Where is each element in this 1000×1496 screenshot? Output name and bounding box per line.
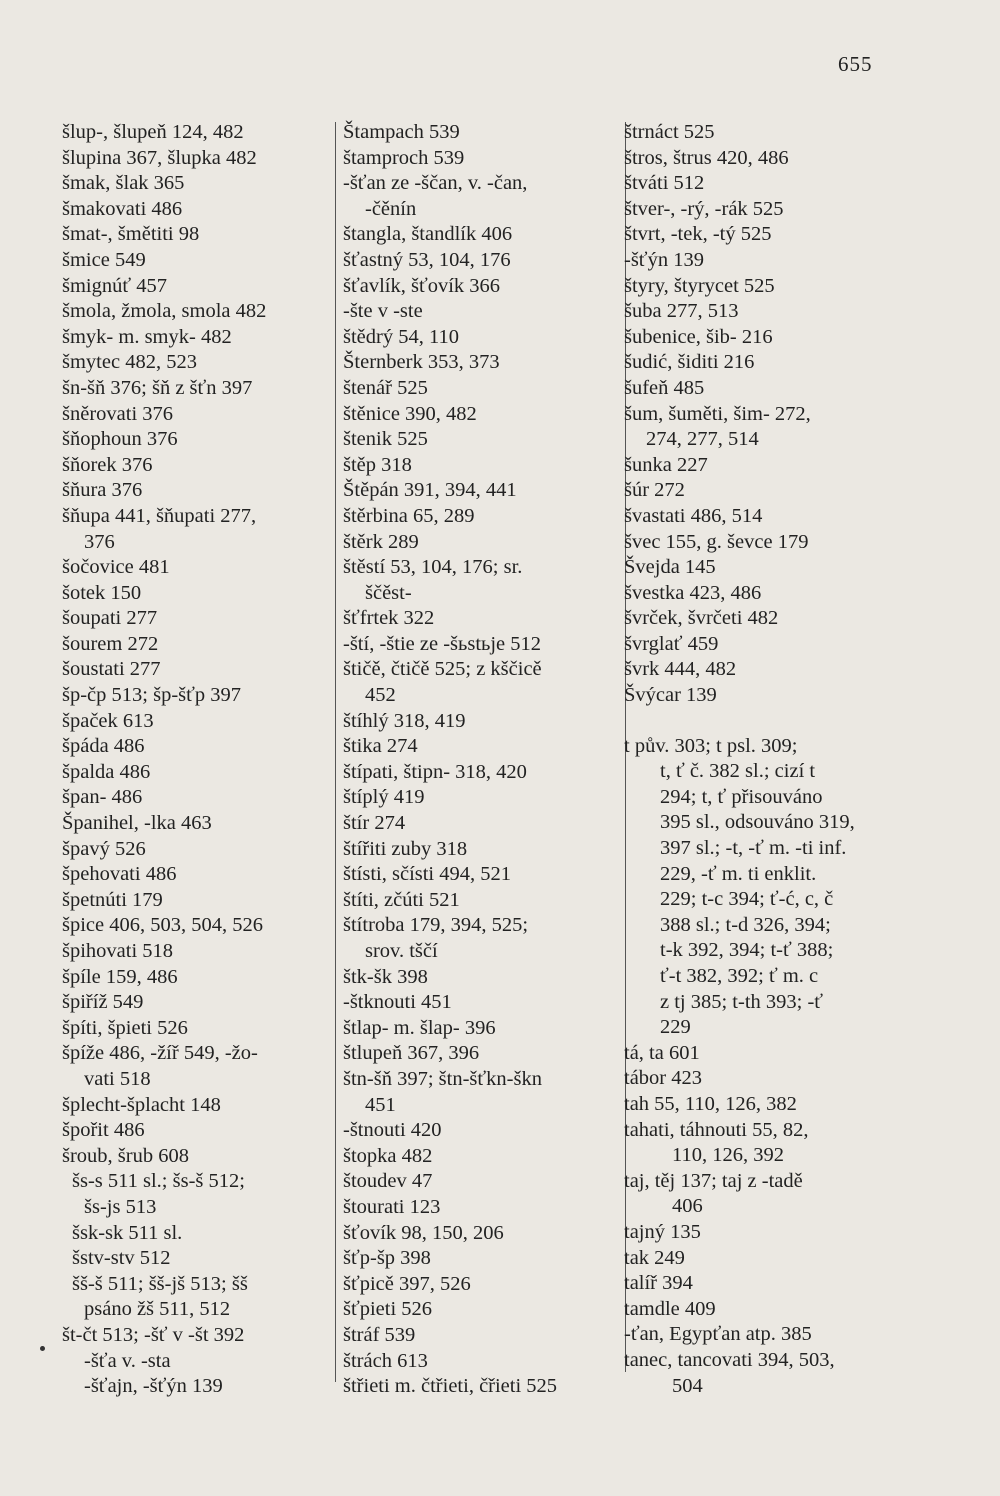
index-entry-line: štědrý 54, 110	[343, 325, 459, 348]
index-entry-line: štrách 613	[343, 1349, 428, 1372]
index-entry-line: šúr 272	[624, 479, 685, 502]
index-entry-line: šs-js 513	[84, 1195, 157, 1218]
index-entry-line: švastati 486, 514	[624, 504, 763, 527]
index-entry-line: špíle 159, 486	[62, 965, 178, 988]
index-entry-line: -štnouti 420	[343, 1119, 442, 1142]
index-entry-line: špavý 526	[62, 837, 146, 860]
index-entry-line: 274, 277, 514	[646, 428, 759, 451]
index-entry-line: štika 274	[343, 735, 418, 758]
index-entry-line: 294; t, ť přisouváno	[660, 785, 823, 808]
index-entry-line: štváti 512	[624, 172, 705, 195]
index-entry-line: švrk 444, 482	[624, 658, 737, 681]
index-entry-line: štířiti zuby 318	[343, 837, 468, 860]
index-entry-line: špihovati 518	[62, 940, 174, 962]
index-entry-line: štoudev 47	[343, 1170, 433, 1193]
index-entry-line: šmyk- m. smyk- 482	[62, 325, 232, 348]
index-entry-line: šš-š 511; šš-jš 513; šš	[72, 1272, 248, 1295]
index-entry-line: štros, štrus 420, 486	[624, 146, 789, 169]
index-entry-line: Švýcar 139	[624, 684, 717, 707]
index-entry-line: štamproch 539	[343, 146, 465, 169]
index-entry-line: špalda 486	[62, 760, 151, 783]
index-entry-line: tanec, tancovati 394, 503,	[624, 1348, 835, 1371]
ink-dot	[40, 1346, 45, 1351]
index-entry-line: -šťajn, -šťýn 139	[84, 1375, 223, 1398]
index-entry-line: špořit 486	[62, 1119, 145, 1142]
index-entry-line: tá, ta 601	[624, 1041, 700, 1064]
index-entry-line: -ťan, Egypťan atp. 385	[624, 1323, 812, 1346]
index-entry-line: šubenice, šib- 216	[624, 325, 773, 348]
index-entry-line: šudić, šiditi 216	[624, 351, 755, 374]
index-entry-line: -štknouti 451	[343, 991, 452, 1014]
index-entry-line: šourem 272	[62, 632, 159, 655]
index-entry-line: 451	[365, 1093, 396, 1116]
index-entry-line: 110, 126, 392	[672, 1144, 784, 1167]
index-entry-line: Štěpán 391, 394, 441	[343, 479, 517, 502]
index-entry-line: štičě, čtičě 525; z kščicě	[343, 658, 542, 681]
index-entry-line: šs-s 511 sl.; šs-š 512;	[72, 1170, 245, 1193]
index-entry-line: srov. tščí	[365, 940, 438, 962]
index-entry-line: taj, těj 137; taj z -tadě	[624, 1169, 803, 1192]
index-entry-line: št-čt 513; -šť v -št 392	[62, 1323, 245, 1346]
index-entry-line: šunka 227	[624, 453, 708, 476]
index-entry-line: 229; t-c 394; ť-ć, c, č	[660, 888, 834, 911]
index-entry-line: štěp 318	[343, 453, 412, 476]
index-entry-line: štěstí 53, 104, 176; sr.	[343, 556, 523, 579]
index-entry-line: štenář 525	[343, 376, 428, 399]
index-entry-line: tahati, táhnouti 55, 82,	[624, 1118, 809, 1141]
index-entry-line: šněrovati 376	[62, 402, 174, 425]
index-entry-line: štěnice 390, 482	[343, 402, 477, 425]
index-entry-line: 504	[672, 1374, 703, 1397]
index-entry-line: štěrk 289	[343, 530, 419, 553]
index-entry-line: šťp-šp 398	[343, 1247, 431, 1270]
index-column-1	[62, 120, 342, 1400]
index-entry-line: šmakovati 486	[62, 197, 183, 220]
index-entry-line: špíti, špieti 526	[62, 1016, 188, 1039]
index-entry-line: t, ť č. 382 sl.; cizí t	[660, 760, 816, 783]
index-entry-line: špetnúti 179	[62, 888, 163, 911]
index-entry-line: šočovice 481	[62, 556, 170, 579]
index-entry-line: šsk-sk 511 sl.	[72, 1221, 183, 1244]
index-entry-line: šoupati 277	[62, 607, 158, 630]
index-entry-line: štíhlý 318, 419	[343, 709, 466, 732]
index-entry-line: z tj 385; t-th 393; -ť	[660, 990, 824, 1013]
index-entry-line: 397 sl.; -t, -ť m. -ti inf.	[660, 837, 847, 860]
index-entry-line: štlupeň 367, 396	[343, 1042, 480, 1065]
index-entry-line: -šťýn 139	[624, 248, 704, 271]
index-entry-line: -ští, -štie ze -šьstьje 512	[343, 632, 542, 655]
index-entry-line: štrnáct 525	[624, 121, 715, 143]
index-entry-line: ť-t 382, 392; ť m. c	[660, 965, 819, 987]
index-entry-line: švrček, švrčeti 482	[624, 607, 779, 630]
index-entry-line: 388 sl.; t-d 326, 394;	[660, 913, 831, 936]
index-entry-line: t-k 392, 394; t-ť 388;	[660, 939, 834, 962]
index-entry-line: šňophoun 376	[62, 428, 178, 451]
index-entry-line: šuba 277, 513	[624, 300, 739, 323]
index-entry-line: t pův. 303; t psl. 309;	[624, 734, 798, 757]
index-entry-line: švestka 423, 486	[624, 581, 762, 604]
index-entry-line: švec 155, g. ševce 179	[624, 530, 809, 553]
index-entry-line: štěrbina 65, 289	[343, 504, 475, 527]
index-entry-line: štípati, štipn- 318, 420	[343, 760, 527, 783]
index-entry-line: štver-, -rý, -rák 525	[624, 197, 784, 220]
index-entry-line: 376	[84, 530, 115, 553]
index-entry-line: -šťan ze -ščan, v. -čan,	[343, 172, 528, 195]
index-entry-line: 452	[365, 684, 396, 707]
index-entry-line: šmola, žmola, smola 482	[62, 300, 267, 323]
index-entry-line: šťavlík, šťovík 366	[343, 274, 501, 297]
index-column-2	[343, 120, 621, 1400]
index-entry-line: šstv-stv 512	[72, 1247, 171, 1270]
index-entry-line: štíplý 419	[343, 786, 425, 809]
index-entry-line: šťovík 98, 150, 206	[343, 1221, 504, 1244]
index-entry-line: špice 406, 503, 504, 526	[62, 914, 263, 937]
index-entry-line: šňura 376	[62, 479, 143, 502]
index-entry-line: štísti, sčísti 494, 521	[343, 863, 512, 886]
index-entry-line: šlupina 367, šlupka 482	[62, 146, 257, 169]
index-entry-line: šoustati 277	[62, 658, 161, 681]
index-entry-line: šum, šuměti, šim- 272,	[624, 402, 811, 425]
index-entry-line: šotek 150	[62, 581, 142, 604]
index-entry-line: tamdle 409	[624, 1297, 716, 1320]
index-entry-line: šp-čp 513; šp-šťp 397	[62, 684, 242, 707]
index-entry-line: štangla, štandlík 406	[343, 223, 513, 246]
index-entry-line: -čěnín	[365, 197, 417, 220]
index-entry-line: šťfrtek 322	[343, 607, 435, 630]
index-entry-line: špíže 486, -žíř 549, -žo-	[62, 1042, 258, 1065]
index-entry-line: šmignúť 457	[62, 274, 168, 297]
index-entry-line: šňorek 376	[62, 453, 153, 476]
index-entry-line: štn-šň 397; štn-šťkn-škn	[343, 1067, 542, 1090]
page-number: 655	[838, 52, 873, 76]
index-entry-line: štír 274	[343, 812, 406, 835]
index-entry-line: 395 sl., odsouváno 319,	[660, 811, 855, 834]
index-entry-line: šmice 549	[62, 248, 146, 271]
index-entry-line: šťpicě 397, 526	[343, 1272, 471, 1295]
index-entry-line: štk-šk 398	[343, 965, 428, 988]
index-entry-line: šmytec 482, 523	[62, 351, 197, 374]
index-entry-line: 406	[672, 1195, 703, 1218]
index-entry-line: štítroba 179, 394, 525;	[343, 914, 529, 937]
index-entry-line: ščěst-	[365, 581, 412, 604]
index-entry-line: šufeň 485	[624, 376, 705, 399]
index-entry-line: talíř 394	[624, 1272, 693, 1295]
index-entry-line: šťastný 53, 104, 176	[343, 248, 511, 271]
index-entry-line: štvrt, -tek, -tý 525	[624, 223, 772, 246]
index-entry-line: Štampach 539	[343, 121, 460, 143]
index-entry-line: špan- 486	[62, 786, 143, 809]
index-entry-line: špáda 486	[62, 735, 145, 758]
index-entry-line: špaček 613	[62, 709, 154, 732]
index-entry-line: špehovati 486	[62, 863, 177, 886]
index-entry-line: Španihel, -lka 463	[62, 812, 212, 835]
index-entry-line: švrglať 459	[624, 632, 719, 655]
index-entry-line: štlap- m. šlap- 396	[343, 1016, 496, 1039]
index-entry-line: štíti, zčúti 521	[343, 888, 460, 911]
index-entry-line: štourati 123	[343, 1195, 441, 1218]
index-entry-line: špiříž 549	[62, 991, 144, 1014]
index-entry-line: štyry, štyrycet 525	[624, 274, 775, 297]
index-entry-line: štenik 525	[343, 428, 428, 451]
index-entry-line: tah 55, 110, 126, 382	[624, 1092, 797, 1115]
index-entry-line: šplecht-šplacht 148	[62, 1093, 221, 1116]
index-entry-line: šn-šň 376; šň z šťn 397	[62, 376, 253, 399]
index-entry-line: šmat-, šmětiti 98	[62, 223, 200, 246]
index-entry-line: šňupa 441, šňupati 277,	[62, 504, 257, 527]
index-entry-line: šlup-, šlupeň 124, 482	[62, 121, 244, 143]
index-entry-line: šmak, šlak 365	[62, 172, 185, 195]
index-entry-line: štřieti m. čtřieti, čřieti 525	[343, 1375, 558, 1398]
index-entry-line: 229	[660, 1016, 691, 1039]
index-column-3	[624, 120, 924, 1399]
index-entry-line: Šternberk 353, 373	[343, 351, 500, 374]
index-entry-line: tajný 135	[624, 1220, 701, 1243]
index-entry-line: psáno žš 511, 512	[84, 1298, 231, 1321]
index-entry-line: šroub, šrub 608	[62, 1144, 189, 1167]
index-entry-line: tak 249	[624, 1246, 685, 1269]
index-entry-line: tábor 423	[624, 1067, 702, 1090]
index-entry-line: štráf 539	[343, 1323, 416, 1346]
index-entry-line: šťpieti 526	[343, 1298, 433, 1321]
index-entry-line: Švejda 145	[624, 556, 716, 579]
index-entry-line: -šťa v. -sta	[84, 1349, 171, 1372]
index-entry-line: 229, -ť m. ti enklit.	[660, 862, 817, 885]
index-entry-line: vati 518	[84, 1067, 151, 1090]
index-entry-line: -šte v -ste	[343, 300, 423, 323]
index-entry-line: štopka 482	[343, 1144, 433, 1167]
